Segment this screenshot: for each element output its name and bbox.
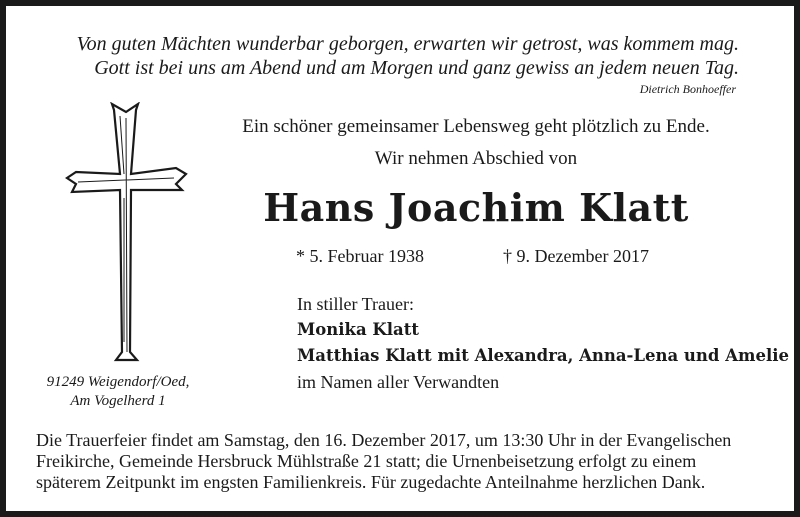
mourners	[297, 291, 789, 395]
ceremony-line-2: Freikirche, Gemeinde Hersbruck Mühlstraße 21 statt; die Urnenbeisetzung erfolgt zu einem	[36, 451, 697, 471]
death-date: † 9. Dezember 2017	[503, 246, 649, 266]
address	[38, 373, 198, 411]
mourners-closing: im Namen aller Verwandten	[297, 372, 500, 392]
cross-icon	[64, 102, 189, 364]
mourners-heading: In stiller Trauer:	[297, 294, 414, 314]
quote-author: Dietrich Bonhoeffer	[639, 82, 736, 96]
ceremony-text	[36, 430, 764, 493]
mourner-name: Matthias Klatt mit Alexandra, Anna-Lena und Amelie	[297, 346, 790, 365]
address-line-1: 91249 Weigendorf/Oed,	[46, 374, 190, 390]
quote-line-2: Gott ist bei uns am Abend und am Morgen und ganz gewiss an jedem neuen Tag.	[94, 57, 739, 79]
birth-date: * 5. Februar 1938	[296, 246, 424, 266]
mourner-name: Monika Klatt	[297, 320, 419, 339]
quote-line-1: Von guten Mächten wunderbar geborgen, erwarten wir getrost, was kommem mag.	[76, 33, 739, 55]
deceased-name: Hans Joachim Klatt	[263, 185, 689, 230]
intro-line-1: Ein schöner gemeinsamer Lebensweg geht plötzlich zu Ende.	[242, 116, 710, 137]
quote	[36, 32, 739, 80]
intro-line-2: Wir nehmen Abschied von	[374, 148, 578, 169]
ceremony-line-3: späterem Zeitpunkt im engsten Familienkreis. Für zugedachte Anteilnahme herzlichen Dank.	[36, 472, 706, 492]
address-line-2: Am Vogelherd 1	[70, 393, 166, 409]
ceremony-line-1: Die Trauerfeier findet am Samstag, den 16. Dezember 2017, um 13:30 Uhr in der Evangelischen	[36, 430, 732, 450]
